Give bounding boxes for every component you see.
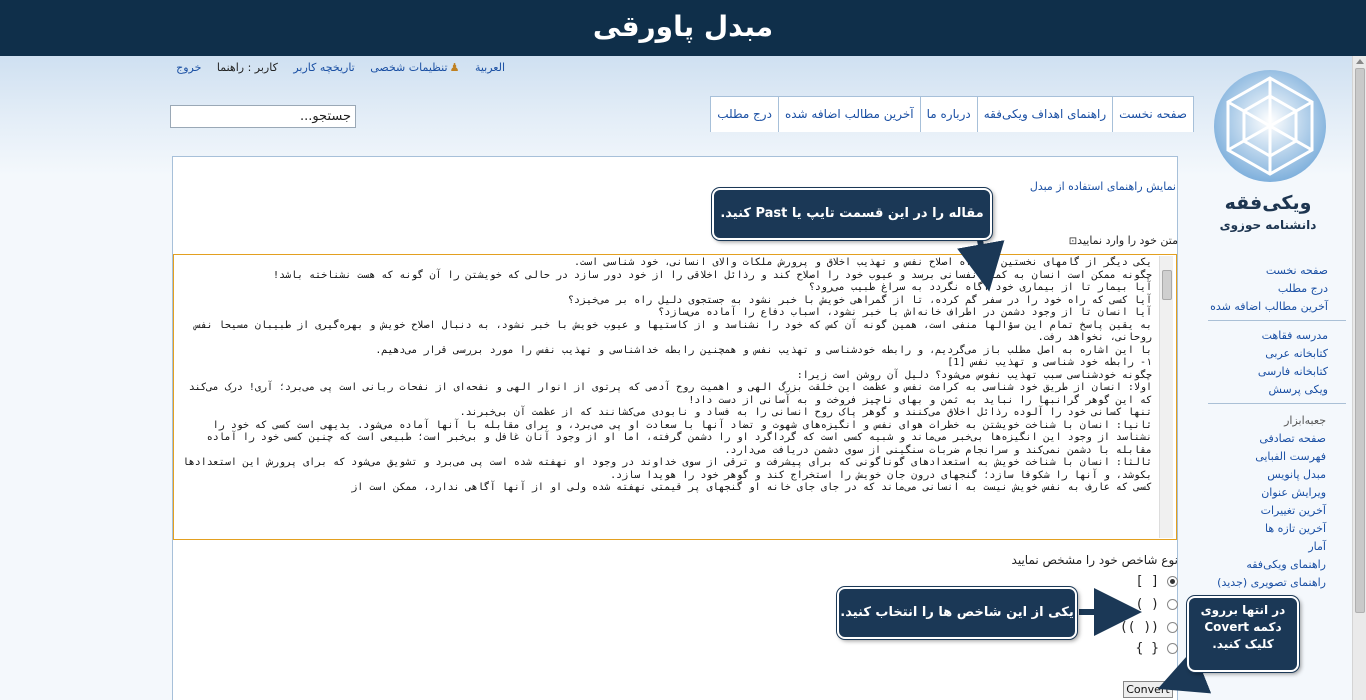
- page-scrollbar[interactable]: [1352, 56, 1366, 700]
- scroll-up-icon[interactable]: [1356, 59, 1364, 64]
- tab-latest-articles[interactable]: آخرین مطالب اضافه شده: [778, 96, 920, 132]
- delimiter-option-paren[interactable]: [1136, 594, 1178, 614]
- site-banner: [0, 0, 1366, 56]
- scroll-thumb[interactable]: [1355, 68, 1365, 613]
- sidebar-item-home[interactable]: صفحه نخست: [1265, 264, 1328, 277]
- logo-name: ویکی‌فقه: [1224, 192, 1312, 214]
- sidebar-main-group: [1208, 262, 1346, 321]
- delimiter-text: ( ): [1135, 596, 1159, 612]
- callout-choose: یکی از این شاخص ها را انتخاب کنید.: [837, 587, 1077, 639]
- callout-convert-line: دکمه Covert: [1204, 620, 1282, 634]
- personal-tools: [160, 61, 505, 77]
- sidebar-item-alphabetical[interactable]: فهرست الفبایی: [1255, 450, 1326, 463]
- site-logo[interactable]: [1208, 64, 1328, 254]
- radio-brace[interactable]: [1167, 643, 1178, 654]
- sidebar-item-persian-library[interactable]: کتابخانه فارسی: [1257, 365, 1328, 378]
- radio-square[interactable]: [1167, 576, 1178, 587]
- sidebar-item-title-edit[interactable]: ویرایش عنوان: [1261, 486, 1326, 499]
- user-icon: ♟: [449, 61, 460, 74]
- delimiter-option-brace[interactable]: [1136, 638, 1178, 658]
- sidebar-item-latest[interactable]: آخرین مطالب اضافه شده: [1210, 300, 1328, 313]
- delimiter-text: (( )): [1119, 619, 1159, 635]
- banner-title: مبدل پاورقی: [592, 10, 774, 43]
- sidebar-item-insert[interactable]: درج مطلب: [1277, 282, 1328, 295]
- logo-subtitle: دانشنامه حوزوی: [1219, 218, 1317, 232]
- info-icon: ⊡: [1068, 236, 1078, 247]
- tab-goals-guide[interactable]: راهنمای اهداف ویکی‌فقه: [977, 96, 1112, 132]
- article-textarea[interactable]: [173, 254, 1177, 540]
- sidebar-item-recent-changes[interactable]: آخرین تغییرات: [1260, 504, 1326, 517]
- textarea-scroll-thumb[interactable]: [1162, 270, 1172, 300]
- sidebar-item-random[interactable]: صفحه تصادفی: [1259, 432, 1326, 445]
- sidebar-tools-group: [1196, 410, 1346, 592]
- tab-about[interactable]: درباره ما: [920, 96, 977, 132]
- delimiter-text: [ ]: [1135, 573, 1159, 589]
- sidebar-item-visual-guide[interactable]: راهنمای تصویری (جدید): [1217, 576, 1326, 589]
- tab-insert-article[interactable]: درج مطلب: [710, 96, 778, 132]
- sidebar: [1196, 262, 1346, 592]
- sidebar-item-latest-news[interactable]: آخرین تازه ها: [1265, 522, 1326, 535]
- sidebar-item-wiki-question[interactable]: ویکی پرسش: [1268, 383, 1328, 396]
- history-link[interactable]: تاریخچه کاربر: [293, 61, 355, 74]
- delimiter-option-square[interactable]: [1136, 571, 1178, 591]
- logo-emblem-icon: [1208, 64, 1328, 194]
- sidebar-item-arabic-library[interactable]: کتابخانه عربی: [1265, 347, 1328, 360]
- input-label-text: متن خود را وارد نمایید: [1077, 234, 1178, 247]
- search-input[interactable]: [170, 105, 356, 128]
- user-label: کاربر : راهنما: [216, 61, 278, 74]
- sidebar-libraries-group: [1208, 327, 1346, 404]
- tools-heading: جعبه‌ابزار: [1284, 414, 1326, 427]
- preferences-link[interactable]: تنظیمات شخصی: [370, 61, 448, 74]
- delimiter-option-double-paren[interactable]: [1120, 617, 1178, 637]
- main-tabs: [712, 96, 1194, 132]
- callout-convert-line: کلیک کنید.: [1212, 637, 1274, 651]
- callout-convert-line: در انتها برروی: [1200, 603, 1286, 617]
- sidebar-item-footnote-converter[interactable]: مبدل پانویس: [1267, 468, 1326, 481]
- callout-paste: مقاله را در این قسمت تایپ یا Past کنید.: [712, 188, 992, 240]
- radio-double-paren[interactable]: [1167, 622, 1178, 633]
- textarea-scrollbar[interactable]: [1159, 256, 1173, 538]
- convert-button[interactable]: Convert: [1123, 681, 1173, 698]
- input-label: [1069, 234, 1178, 247]
- radio-paren[interactable]: [1167, 599, 1178, 610]
- sidebar-item-fiqh-school[interactable]: مدرسه فقاهت: [1261, 329, 1328, 342]
- logout-link[interactable]: خروج: [176, 61, 202, 74]
- sidebar-item-wiki-guide[interactable]: راهنمای ویکی‌فقه: [1246, 558, 1326, 571]
- tab-home[interactable]: صفحه نخست: [1112, 96, 1194, 132]
- sidebar-item-stats[interactable]: آمار: [1308, 540, 1326, 553]
- callout-convert: [1187, 596, 1299, 672]
- delimiter-text: { }: [1135, 640, 1159, 656]
- arabic-link[interactable]: العربية: [474, 61, 505, 74]
- delimiter-label: نوع شاخص خود را مشخص نمایید: [1011, 553, 1178, 567]
- help-link[interactable]: نمایش راهنمای استفاده از مبدل: [1029, 180, 1176, 193]
